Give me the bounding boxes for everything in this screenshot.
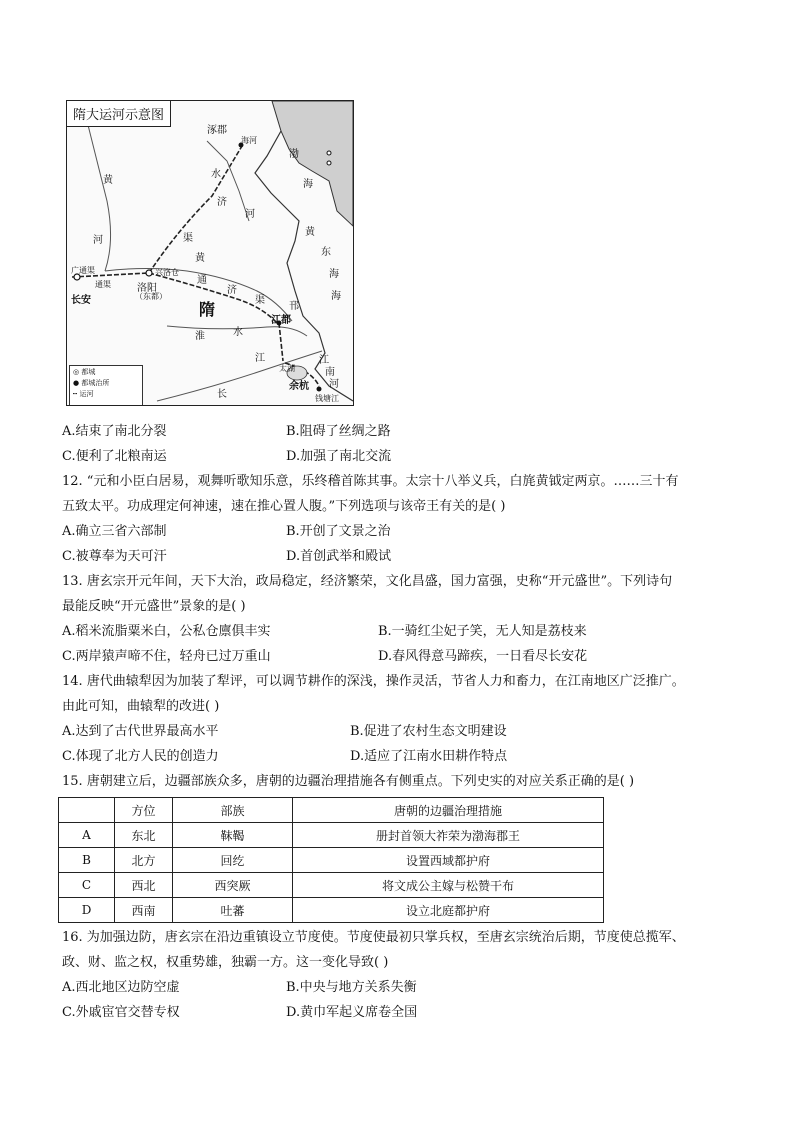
table-header-row (59, 798, 604, 823)
q16-option-d: D.黄巾军起义席卷全国 (286, 1005, 418, 1020)
q11-option-d: D.加强了南北交流 (286, 449, 392, 464)
map-label-qu: 渠 (183, 233, 193, 244)
table-cell: 靺鞨 (173, 823, 293, 848)
table-cell: 设立北庭都护府 (293, 898, 604, 923)
q14-stem-line2: 由此可知，曲辕犁的改进( ) (62, 699, 220, 714)
table-cell: B (59, 848, 115, 873)
island-dot (327, 151, 331, 155)
q15-stem: 15. 唐朝建立后，边疆部族众多，唐朝的边疆治理措施各有侧重点。下列史实的对应关系正确的是( ) (62, 774, 635, 789)
map-label-han: 邗 (289, 301, 299, 312)
map-label-tongfang: 通渠 (95, 280, 111, 289)
legend-item-canal: ┅ 运河 (73, 390, 94, 398)
table-cell: 吐蕃 (173, 898, 293, 923)
yuhang-marker (317, 387, 322, 392)
map-label-jiangnan3: 河 (329, 379, 339, 390)
map-label-jiangnan1: 江 (319, 355, 329, 366)
map-label-chang: 长 (217, 389, 227, 400)
map-label-huang: 黄 (195, 253, 205, 264)
map-label-guangtongqu: 广通渠 (71, 266, 95, 275)
table-cell: A (59, 823, 115, 848)
map-label-shui: 水 (211, 169, 221, 180)
island-dot (327, 161, 331, 165)
table-cell: 西北 (115, 873, 173, 898)
table-cell: 设置西域都护府 (293, 848, 604, 873)
han-canal (279, 323, 283, 361)
q11-option-c: C.便利了北粮南运 (62, 449, 167, 464)
grand-canal-map (66, 100, 354, 406)
q11-option-b: B.阻碍了丝绸之路 (286, 424, 391, 439)
map-label-changan: 长安 (71, 295, 91, 306)
q16-option-a: A.西北地区边防空虚 (62, 980, 180, 995)
q11-option-a: A.结束了南北分裂 (62, 424, 167, 439)
q12-option-d: D.首创武举和殿试 (286, 549, 392, 564)
map-label-shui2: 水 (233, 327, 243, 338)
map-label-donghai2: 海 (329, 269, 339, 280)
table-cell: 东北 (115, 823, 173, 848)
q13-option-d: D.春风得意马蹄疾，一日看尽长安花 (378, 649, 588, 664)
table-cell: C (59, 873, 115, 898)
map-label-hai1: 黄 (305, 227, 315, 238)
map-label-haihe: 海河 (241, 136, 257, 145)
map-title: 隋大运河示意图 (67, 101, 171, 127)
map-label-ji: 济 (217, 197, 227, 208)
map-label-huanghe-b: 河 (93, 235, 103, 246)
table-cell: 册封首领大祚荣为渤海郡王 (293, 823, 604, 848)
table-cell: 西南 (115, 898, 173, 923)
legend-item-seat: ● 都城治所 (73, 379, 110, 387)
map-label-dongjing: （东都） (135, 292, 167, 301)
q12-option-b: B.开创了文景之治 (286, 524, 391, 539)
map-label-jiang: 江 (255, 353, 265, 364)
map-label-donghai1: 东 (321, 247, 331, 258)
table-cell: D (59, 898, 115, 923)
map-label-donghai3: 海 (331, 291, 341, 302)
table-header-cell: 部族 (173, 798, 293, 823)
table-header-cell: 唐朝的边疆治理措施 (293, 798, 604, 823)
q12-option-c: C.被尊奉为天可汗 (62, 549, 167, 564)
table-row (59, 898, 604, 923)
q14-stem-line1: 14. 唐代曲辕犁因为加装了犁评，可以调节耕作的深浅，操作灵活，节省人力和畜力，在江南地区广泛推广。 (62, 674, 685, 689)
q15-table (58, 797, 604, 923)
map-label-bohai2: 海 (303, 179, 313, 190)
map-label-tongji3: 渠 (255, 295, 265, 306)
q14-option-d: D.适应了江南水田耕作特点 (350, 749, 508, 764)
table-row (59, 873, 604, 898)
table-cell: 回纥 (173, 848, 293, 873)
map-label-xingluocang: 兴洛仓 (155, 268, 179, 277)
map-label-huanghe-a: 黄 (103, 175, 113, 186)
map-label-tongji1: 通 (197, 275, 207, 286)
q14-option-b: B.促进了农村生态文明建设 (350, 724, 507, 739)
q14-option-a: A.达到了古代世界最高水平 (62, 724, 219, 739)
map-drawing (67, 101, 353, 405)
map-label-bohai: 渤 (289, 149, 299, 160)
ji-river (207, 141, 249, 221)
table-cell: 将文成公主嫁与松赞干布 (293, 873, 604, 898)
map-label-jiangdu: 江都 (271, 315, 291, 326)
bohai-sea (272, 101, 353, 226)
luoyang-marker (146, 270, 152, 276)
q13-stem-line1: 13. 唐玄宗开元年间，天下大治，政局稳定，经济繁荣，文化昌盛，国力富强，史称“开元盛世”。下列诗句 (62, 574, 673, 589)
yellow-river (85, 113, 111, 271)
map-label-zhuojun: 涿郡 (207, 125, 227, 136)
q13-stem-line2: 最能反映“开元盛世”景象的是( ) (62, 599, 246, 614)
table-header-cell (59, 798, 115, 823)
q16-option-c: C.外戚宦官交替专权 (62, 1005, 180, 1020)
map-label-luoyang: 洛阳 (137, 283, 157, 294)
map-label-sui: 隋 (199, 300, 216, 319)
map-label-huai: 淮 (195, 331, 205, 342)
table-cell: 北方 (115, 848, 173, 873)
q12-stem-line1: 12. “元和小臣白居易，观舞听歌知乐意，乐终稽首陈其事。太宗十八举义兵，白旄黄钺定两京。……三十有 (62, 474, 679, 489)
map-label-yuhang: 余杭 (289, 381, 309, 392)
table-cell: 西突厥 (173, 873, 293, 898)
legend-item-capital: ◎ 都城 (73, 368, 96, 376)
q13-option-b: B.一骑红尘妃子笑，无人知是荔枝来 (378, 624, 587, 639)
q13-option-a: A.稻米流脂粟米白，公私仓廪俱丰实 (62, 624, 271, 639)
q14-option-c: C.体现了北方人民的创造力 (62, 749, 219, 764)
table-row (59, 823, 604, 848)
map-label-tongji2: 济 (227, 285, 237, 296)
map-label-he: 河 (245, 209, 255, 220)
q13-option-c: C.两岸猿声啼不住，轻舟已过万重山 (62, 649, 271, 664)
q12-stem-line2: 五致太平。功成理定何神速，速在推心置人腹。”下列选项与该帝王有关的是( ) (62, 499, 506, 514)
table-row (59, 848, 604, 873)
map-label-qiantang: 钱塘江 (315, 394, 339, 403)
map-legend (69, 365, 143, 406)
table-header-cell: 方位 (115, 798, 173, 823)
q12-option-a: A.确立三省六部制 (62, 524, 167, 539)
map-label-taihu: 太湖 (279, 364, 295, 373)
q16-option-b: B.中央与地方关系失衡 (286, 980, 417, 995)
q16-stem-line1: 16. 为加强边防，唐玄宗在沿边重镇设立节度使。节度使最初只掌兵权，至唐玄宗统治后期，节度使总揽军、 (62, 930, 685, 945)
q16-stem-line2: 政、财、监之权，权重势雄，独霸一方。这一变化导致( ) (62, 955, 389, 970)
map-label-jiangnan2: 南 (325, 367, 335, 378)
